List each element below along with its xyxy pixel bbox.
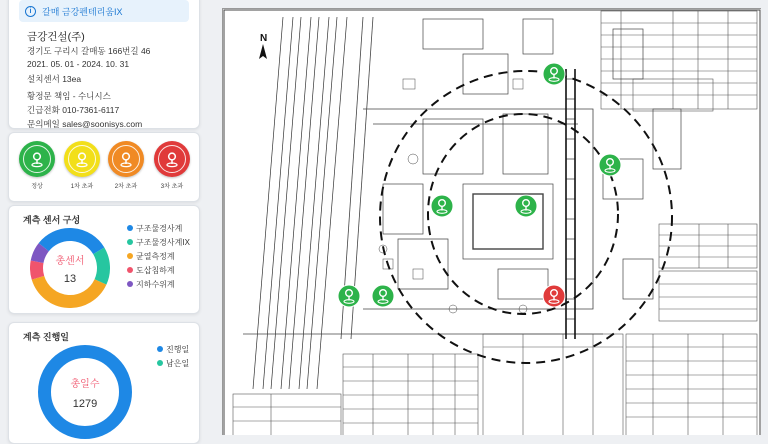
- sensor-composition-title: 계측 센서 구성: [23, 215, 81, 225]
- north-label: N: [260, 33, 268, 44]
- person-pin-icon: [154, 141, 190, 177]
- status-level-2[interactable]: [62, 141, 102, 190]
- sensor-marker[interactable]: [372, 285, 394, 307]
- sensor-legend: [127, 221, 190, 291]
- legend-label: 진행일: [166, 344, 190, 354]
- legend-label: 구조물경사계: [136, 223, 183, 233]
- info-icon: i: [25, 6, 36, 17]
- legend-item[interactable]: [127, 249, 190, 263]
- sidebar: [0, 0, 212, 434]
- person-pin-icon: [19, 141, 55, 177]
- sensor-count: 설치센서 13ea: [27, 74, 82, 84]
- sensor-total-label: 총센서: [55, 256, 85, 267]
- sensor-composition-card: [8, 205, 200, 314]
- construction-period: 2021. 05. 01 - 2024. 10. 31: [27, 59, 130, 69]
- legend-dot-icon: [127, 239, 133, 245]
- sensor-total-value: 13: [63, 273, 77, 285]
- person-pin-icon: [108, 141, 144, 177]
- legend-dot-icon: [157, 360, 163, 366]
- legend-item[interactable]: [127, 277, 190, 291]
- legend-item[interactable]: [157, 356, 189, 370]
- legend-label: 균열측정계: [136, 251, 175, 261]
- status-level-4[interactable]: [152, 141, 192, 190]
- company-name: 금강건설(주): [27, 31, 85, 43]
- sensor-donut-center: [30, 252, 110, 285]
- site-drawing: [223, 9, 761, 435]
- legend-item[interactable]: [127, 263, 190, 277]
- progress-title: 계측 진행일: [23, 332, 69, 342]
- status-label: 2차 초과: [114, 184, 138, 190]
- legend-dot-icon: [127, 267, 133, 273]
- legend-item[interactable]: [157, 342, 189, 356]
- sensor-markers: [338, 63, 621, 307]
- drawing-legend-table: [601, 11, 757, 111]
- legend-label: 남은일: [166, 358, 190, 368]
- sensor-marker[interactable]: [599, 154, 621, 176]
- emergency-phone: 긴급전화 010-7361-6117: [27, 105, 120, 115]
- site-banner[interactable]: [19, 0, 189, 22]
- status-level-3[interactable]: [106, 141, 146, 190]
- progress-total-value: 1279: [72, 398, 98, 410]
- legend-label: 구조물경사계IX: [136, 237, 190, 247]
- donut-segment[interactable]: [44, 235, 99, 251]
- person-pin-icon: [64, 141, 100, 177]
- site-address: 경기도 구리시 갈매동 166번길 46: [27, 46, 151, 56]
- sensor-marker[interactable]: [515, 195, 537, 217]
- status-label: 정상: [31, 184, 43, 190]
- legend-dot-icon: [157, 346, 163, 352]
- site-name: 갈매 금강펜테리움IX: [42, 6, 123, 17]
- status-level-1[interactable]: [17, 141, 57, 190]
- status-label: 3차 초과: [160, 184, 184, 190]
- progress-legend: [157, 342, 189, 370]
- progress-card: [8, 322, 200, 444]
- legend-label: 지하수위계: [136, 279, 175, 289]
- site-map[interactable]: [222, 8, 761, 435]
- sensor-marker[interactable]: [543, 63, 565, 85]
- legend-dot-icon: [127, 253, 133, 259]
- sensor-marker[interactable]: [543, 285, 565, 307]
- contact-email: 문의메일 sales@soonisys.com: [27, 119, 143, 129]
- sensor-marker[interactable]: [338, 285, 360, 307]
- legend-item[interactable]: [127, 221, 190, 235]
- north-arrow-icon: [259, 33, 267, 59]
- legend-label: 도삽침하계: [136, 265, 175, 275]
- legend-dot-icon: [127, 225, 133, 231]
- manager: 황정문 책임 - 수니시스: [27, 91, 111, 101]
- site-info-card: [8, 0, 200, 129]
- progress-donut-center: [38, 375, 132, 410]
- legend-item[interactable]: [127, 235, 190, 249]
- status-label: 1차 초과: [70, 184, 94, 190]
- legend-dot-icon: [127, 281, 133, 287]
- progress-total-label: 총일수: [70, 379, 100, 390]
- sensor-marker[interactable]: [431, 195, 453, 217]
